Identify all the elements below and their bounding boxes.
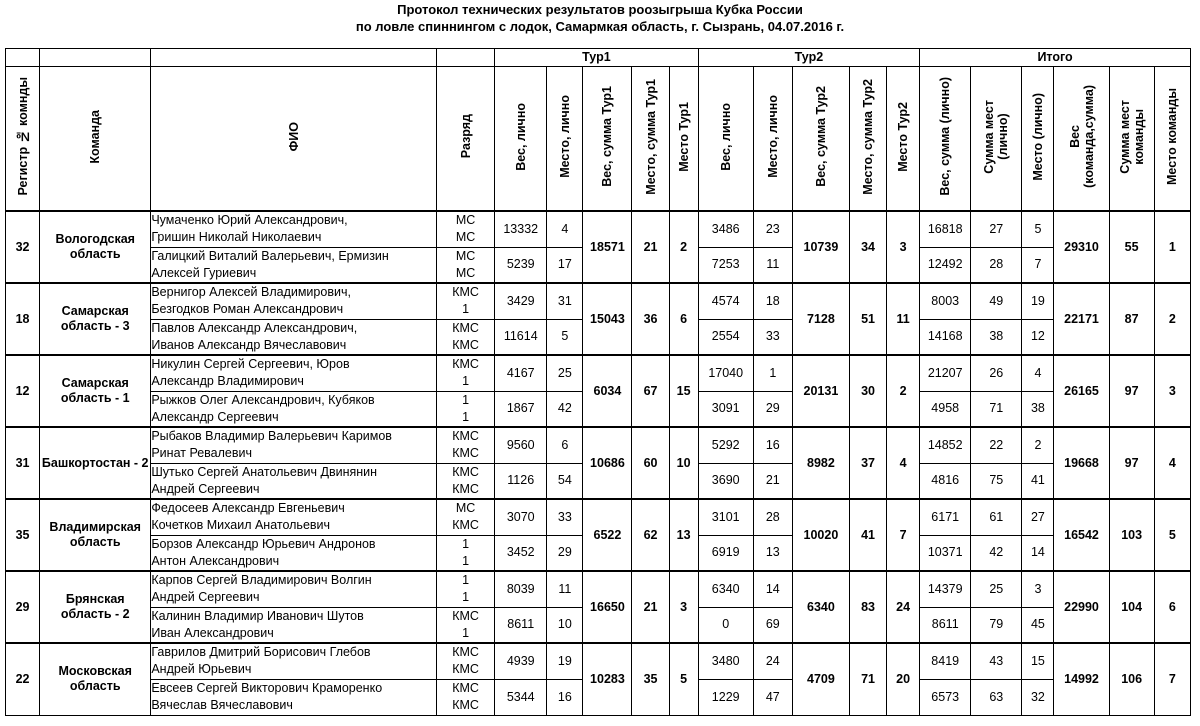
t1-weight: 3452 xyxy=(495,535,547,571)
total-weight-individual: 14379 xyxy=(920,571,971,607)
t1-weight-sum: 6034 xyxy=(583,355,632,427)
col-header-razr: Разряд xyxy=(437,67,495,212)
col-header-t2-mesto: Место, лично xyxy=(753,67,792,212)
team-total-weight: 14992 xyxy=(1054,643,1109,715)
t1-place-individual: 5 xyxy=(547,319,583,355)
t2-team-place: 11 xyxy=(887,283,920,355)
t2-weight: 1229 xyxy=(698,679,753,715)
t1-weight: 4167 xyxy=(495,355,547,391)
athlete-rank: КМС 1 xyxy=(437,283,495,319)
col-header-t1-place: Место Тур1 xyxy=(669,67,698,212)
athlete-names: Калинин Владимир Иванович Шутов Иван Александрович xyxy=(151,607,437,643)
t1-team-place: 13 xyxy=(669,499,698,571)
table-row xyxy=(6,283,1191,319)
col-header-fio: ФИО xyxy=(151,67,437,212)
athlete-names: Евсеев Сергей Викторович Краморенко Вячеслав Вячеславович xyxy=(151,679,437,715)
team-total-places: 103 xyxy=(1109,499,1154,571)
total-weight-individual: 4816 xyxy=(920,463,971,499)
team-total-weight: 22990 xyxy=(1054,571,1109,643)
col-header-it-mesto: Место (лично) xyxy=(1022,67,1054,212)
total-places-individual: 79 xyxy=(971,607,1022,643)
total-place-individual: 2 xyxy=(1022,427,1054,463)
t1-weight: 4939 xyxy=(495,643,547,679)
total-place-individual: 19 xyxy=(1022,283,1054,319)
team-name: Башкортостан - 2 xyxy=(40,427,151,499)
t2-weight: 3101 xyxy=(698,499,753,535)
athlete-names: Борзов Александр Юрьевич Андронов Антон Александрович xyxy=(151,535,437,571)
t2-place-individual: 21 xyxy=(753,463,792,499)
team-final-place: 4 xyxy=(1154,427,1190,499)
t2-weight-sum: 8982 xyxy=(792,427,849,499)
blank-header xyxy=(40,49,151,67)
t2-place-sum: 37 xyxy=(849,427,886,499)
t1-weight-sum: 6522 xyxy=(583,499,632,571)
table-row xyxy=(6,211,1191,247)
team-reg-number: 29 xyxy=(6,571,40,643)
t1-team-place: 15 xyxy=(669,355,698,427)
t2-place-individual: 28 xyxy=(753,499,792,535)
athlete-rank: МС МС xyxy=(437,247,495,283)
col-header-t2-place: Место Тур2 xyxy=(887,67,920,212)
team-total-weight: 19668 xyxy=(1054,427,1109,499)
team-name: Брянская область - 2 xyxy=(40,571,151,643)
t1-place-individual: 42 xyxy=(547,391,583,427)
athlete-rank: 1 1 xyxy=(437,391,495,427)
total-place-individual: 38 xyxy=(1022,391,1054,427)
t2-team-place: 4 xyxy=(887,427,920,499)
t1-team-place: 3 xyxy=(669,571,698,643)
t2-weight: 6340 xyxy=(698,571,753,607)
t1-weight: 9560 xyxy=(495,427,547,463)
document-subtitle: по ловле спиннингом с лодок, Самармкая область, г. Сызрань, 04.07.2016 г. xyxy=(355,19,845,34)
total-weight-individual: 12492 xyxy=(920,247,971,283)
team-name: Вологодская область xyxy=(40,211,151,283)
total-place-individual: 4 xyxy=(1022,355,1054,391)
total-weight-individual: 8419 xyxy=(920,643,971,679)
team-total-places: 97 xyxy=(1109,355,1154,427)
t1-place-individual: 25 xyxy=(547,355,583,391)
t2-place-sum: 34 xyxy=(849,211,886,283)
team-total-weight: 26165 xyxy=(1054,355,1109,427)
t2-place-individual: 69 xyxy=(753,607,792,643)
team-final-place: 1 xyxy=(1154,211,1190,283)
t1-weight: 3429 xyxy=(495,283,547,319)
col-header-it-summa: Сумма мест (лично) xyxy=(971,67,1022,212)
t2-weight: 4574 xyxy=(698,283,753,319)
total-places-individual: 27 xyxy=(971,211,1022,247)
t1-weight: 13332 xyxy=(495,211,547,247)
total-places-individual: 28 xyxy=(971,247,1022,283)
col-header-t2-ves-sum: Вес, сумма Тур2 xyxy=(792,67,849,212)
athlete-names: Федосеев Александр Евгеньевич Кочетков Михаил Анатольевич xyxy=(151,499,437,535)
t2-place-individual: 13 xyxy=(753,535,792,571)
athlete-names: Рыбаков Владимир Валерьевич Каримов Ринат Ревалевич xyxy=(151,427,437,463)
team-total-places: 106 xyxy=(1109,643,1154,715)
team-total-weight: 16542 xyxy=(1054,499,1109,571)
team-total-places: 55 xyxy=(1109,211,1154,283)
t1-place-individual: 17 xyxy=(547,247,583,283)
total-weight-individual: 6573 xyxy=(920,679,971,715)
athlete-names: Гаврилов Дмитрий Борисович Глебов Андрей Юрьевич xyxy=(151,643,437,679)
t1-place-individual: 19 xyxy=(547,643,583,679)
athlete-rank: КМС КМС xyxy=(437,643,495,679)
t1-place-sum: 36 xyxy=(632,283,669,355)
t2-place-individual: 11 xyxy=(753,247,792,283)
team-name: Московская область xyxy=(40,643,151,715)
t1-place-individual: 6 xyxy=(547,427,583,463)
team-name: Владимирская область xyxy=(40,499,151,571)
t1-place-individual: 31 xyxy=(547,283,583,319)
t1-place-individual: 10 xyxy=(547,607,583,643)
blank-header xyxy=(151,49,437,67)
t1-team-place: 2 xyxy=(669,211,698,283)
total-weight-individual: 10371 xyxy=(920,535,971,571)
athlete-names: Галицкий Виталий Валерьевич, Ермизин Алексей Гуриевич xyxy=(151,247,437,283)
t2-weight-sum: 6340 xyxy=(792,571,849,643)
athlete-rank: МС КМС xyxy=(437,499,495,535)
total-place-individual: 45 xyxy=(1022,607,1054,643)
athlete-rank: КМС КМС xyxy=(437,679,495,715)
total-weight-individual: 16818 xyxy=(920,211,971,247)
t2-place-sum: 83 xyxy=(849,571,886,643)
col-header-t1-ves-sum: Вес, сумма Тур1 xyxy=(583,67,632,212)
athlete-names: Чумаченко Юрий Александрович, Гришин Николай Николаевич xyxy=(151,211,437,247)
athlete-names: Вернигор Алексей Владимирович, Безгодков Роман Александрович xyxy=(151,283,437,319)
athlete-names: Никулин Сергей Сергеевич, Юров Александр Владимирович xyxy=(151,355,437,391)
total-places-individual: 63 xyxy=(971,679,1022,715)
col-header-team: Команда xyxy=(40,67,151,212)
total-places-individual: 38 xyxy=(971,319,1022,355)
total-place-individual: 32 xyxy=(1022,679,1054,715)
t1-weight-sum: 15043 xyxy=(583,283,632,355)
t1-place-sum: 67 xyxy=(632,355,669,427)
team-reg-number: 22 xyxy=(6,643,40,715)
t1-weight: 1867 xyxy=(495,391,547,427)
t2-place-individual: 16 xyxy=(753,427,792,463)
col-header-reg: Регистр № комнды xyxy=(6,67,40,212)
total-place-individual: 12 xyxy=(1022,319,1054,355)
total-place-individual: 5 xyxy=(1022,211,1054,247)
team-name: Самарская область - 3 xyxy=(40,283,151,355)
blank-header xyxy=(437,49,495,67)
total-weight-individual: 6171 xyxy=(920,499,971,535)
total-places-individual: 61 xyxy=(971,499,1022,535)
group-header-itogo: Итого xyxy=(920,49,1191,67)
t1-place-individual: 54 xyxy=(547,463,583,499)
document-title: Протокол технических результатов роозыгрыша Кубка России xyxy=(397,2,803,17)
athlete-rank: МС МС xyxy=(437,211,495,247)
t1-place-individual: 11 xyxy=(547,571,583,607)
t2-weight-sum: 20131 xyxy=(792,355,849,427)
total-place-individual: 15 xyxy=(1022,643,1054,679)
athlete-rank: КМС КМС xyxy=(437,427,495,463)
t2-team-place: 7 xyxy=(887,499,920,571)
total-weight-individual: 21207 xyxy=(920,355,971,391)
t2-weight: 0 xyxy=(698,607,753,643)
team-total-places: 87 xyxy=(1109,283,1154,355)
t1-weight: 11614 xyxy=(495,319,547,355)
athlete-names: Рыжков Олег Александрович, Кубяков Александр Сергеевич xyxy=(151,391,437,427)
t2-weight: 3480 xyxy=(698,643,753,679)
results-body xyxy=(6,211,1191,715)
t1-weight: 8039 xyxy=(495,571,547,607)
total-places-individual: 71 xyxy=(971,391,1022,427)
t2-place-sum: 71 xyxy=(849,643,886,715)
t2-weight: 3091 xyxy=(698,391,753,427)
col-header-t1-mesto: Место, лично xyxy=(547,67,583,212)
total-weight-individual: 8003 xyxy=(920,283,971,319)
team-total-places: 104 xyxy=(1109,571,1154,643)
total-places-individual: 75 xyxy=(971,463,1022,499)
team-final-place: 7 xyxy=(1154,643,1190,715)
t2-weight: 6919 xyxy=(698,535,753,571)
team-final-place: 6 xyxy=(1154,571,1190,643)
t2-place-individual: 1 xyxy=(753,355,792,391)
t2-weight: 17040 xyxy=(698,355,753,391)
total-place-individual: 41 xyxy=(1022,463,1054,499)
athlete-rank: КМС КМС xyxy=(437,319,495,355)
athlete-rank: КМС 1 xyxy=(437,607,495,643)
t1-weight-sum: 10686 xyxy=(583,427,632,499)
blank-header xyxy=(6,49,40,67)
t1-place-sum: 21 xyxy=(632,211,669,283)
table-row xyxy=(6,427,1191,463)
col-header-it-ves-team: Вес (команда,сумма) xyxy=(1054,67,1109,212)
t1-place-sum: 35 xyxy=(632,643,669,715)
t1-place-individual: 16 xyxy=(547,679,583,715)
athlete-rank: 1 1 xyxy=(437,571,495,607)
team-final-place: 2 xyxy=(1154,283,1190,355)
t1-team-place: 10 xyxy=(669,427,698,499)
athlete-rank: 1 1 xyxy=(437,535,495,571)
t2-team-place: 3 xyxy=(887,211,920,283)
athlete-names: Карпов Сергей Владимирович Волгин Андрей Сергеевич xyxy=(151,571,437,607)
t2-weight: 3690 xyxy=(698,463,753,499)
t1-place-sum: 21 xyxy=(632,571,669,643)
table-row xyxy=(6,643,1191,679)
team-total-weight: 29310 xyxy=(1054,211,1109,283)
t2-place-individual: 14 xyxy=(753,571,792,607)
team-reg-number: 18 xyxy=(6,283,40,355)
t2-place-individual: 33 xyxy=(753,319,792,355)
t2-weight: 2554 xyxy=(698,319,753,355)
t2-place-individual: 29 xyxy=(753,391,792,427)
t1-weight-sum: 10283 xyxy=(583,643,632,715)
t2-weight: 3486 xyxy=(698,211,753,247)
athlete-rank: КМС 1 xyxy=(437,355,495,391)
t1-team-place: 6 xyxy=(669,283,698,355)
total-weight-individual: 8611 xyxy=(920,607,971,643)
athlete-rank: КМС КМС xyxy=(437,463,495,499)
total-place-individual: 27 xyxy=(1022,499,1054,535)
t2-place-individual: 18 xyxy=(753,283,792,319)
col-header-it-place: Место команды xyxy=(1154,67,1190,212)
t2-weight-sum: 10020 xyxy=(792,499,849,571)
group-header-tur1: Тур1 xyxy=(495,49,698,67)
col-header-t1-mesto-sum: Место, сумма Тур1 xyxy=(632,67,669,212)
team-final-place: 3 xyxy=(1154,355,1190,427)
col-header-it-ves: Вес, сумма (лично) xyxy=(920,67,971,212)
t2-weight-sum: 10739 xyxy=(792,211,849,283)
t1-place-sum: 62 xyxy=(632,499,669,571)
team-reg-number: 31 xyxy=(6,427,40,499)
team-name: Самарская область - 1 xyxy=(40,355,151,427)
total-places-individual: 49 xyxy=(971,283,1022,319)
t1-weight: 1126 xyxy=(495,463,547,499)
team-final-place: 5 xyxy=(1154,499,1190,571)
total-places-individual: 26 xyxy=(971,355,1022,391)
t1-weight: 5344 xyxy=(495,679,547,715)
t2-place-individual: 23 xyxy=(753,211,792,247)
t2-team-place: 20 xyxy=(887,643,920,715)
t1-place-individual: 4 xyxy=(547,211,583,247)
t2-team-place: 2 xyxy=(887,355,920,427)
t1-weight-sum: 18571 xyxy=(583,211,632,283)
total-place-individual: 7 xyxy=(1022,247,1054,283)
athlete-names: Павлов Александр Александрович, Иванов Александр Вячеславович xyxy=(151,319,437,355)
t2-weight-sum: 4709 xyxy=(792,643,849,715)
team-reg-number: 32 xyxy=(6,211,40,283)
table-row xyxy=(6,499,1191,535)
total-places-individual: 43 xyxy=(971,643,1022,679)
t2-team-place: 24 xyxy=(887,571,920,643)
t1-weight-sum: 16650 xyxy=(583,571,632,643)
t1-weight: 5239 xyxy=(495,247,547,283)
t2-place-sum: 51 xyxy=(849,283,886,355)
t1-weight: 3070 xyxy=(495,499,547,535)
results-table xyxy=(5,48,1191,716)
t2-place-sum: 41 xyxy=(849,499,886,571)
team-total-places: 97 xyxy=(1109,427,1154,499)
col-header-it-summa-team: Сумма мест команды xyxy=(1109,67,1154,212)
team-total-weight: 22171 xyxy=(1054,283,1109,355)
t2-place-individual: 24 xyxy=(753,643,792,679)
col-header-t2-mesto-sum: Место, сумма Тур2 xyxy=(849,67,886,212)
t1-place-individual: 33 xyxy=(547,499,583,535)
total-weight-individual: 14852 xyxy=(920,427,971,463)
total-place-individual: 3 xyxy=(1022,571,1054,607)
total-places-individual: 25 xyxy=(971,571,1022,607)
t2-weight: 7253 xyxy=(698,247,753,283)
t1-place-individual: 29 xyxy=(547,535,583,571)
t2-place-individual: 47 xyxy=(753,679,792,715)
total-places-individual: 22 xyxy=(971,427,1022,463)
table-row xyxy=(6,571,1191,607)
total-weight-individual: 14168 xyxy=(920,319,971,355)
col-header-t1-ves: Вес, лично xyxy=(495,67,547,212)
total-places-individual: 42 xyxy=(971,535,1022,571)
total-weight-individual: 4958 xyxy=(920,391,971,427)
group-header-tur2: Тур2 xyxy=(698,49,920,67)
t1-team-place: 5 xyxy=(669,643,698,715)
team-reg-number: 12 xyxy=(6,355,40,427)
t2-weight-sum: 7128 xyxy=(792,283,849,355)
athlete-names: Шутько Сергей Анатольевич Двинянин Андрей Сергеевич xyxy=(151,463,437,499)
table-row xyxy=(6,355,1191,391)
t1-weight: 8611 xyxy=(495,607,547,643)
t1-place-sum: 60 xyxy=(632,427,669,499)
t2-weight: 5292 xyxy=(698,427,753,463)
t2-place-sum: 30 xyxy=(849,355,886,427)
team-reg-number: 35 xyxy=(6,499,40,571)
total-place-individual: 14 xyxy=(1022,535,1054,571)
col-header-t2-ves: Вес, лично xyxy=(698,67,753,212)
